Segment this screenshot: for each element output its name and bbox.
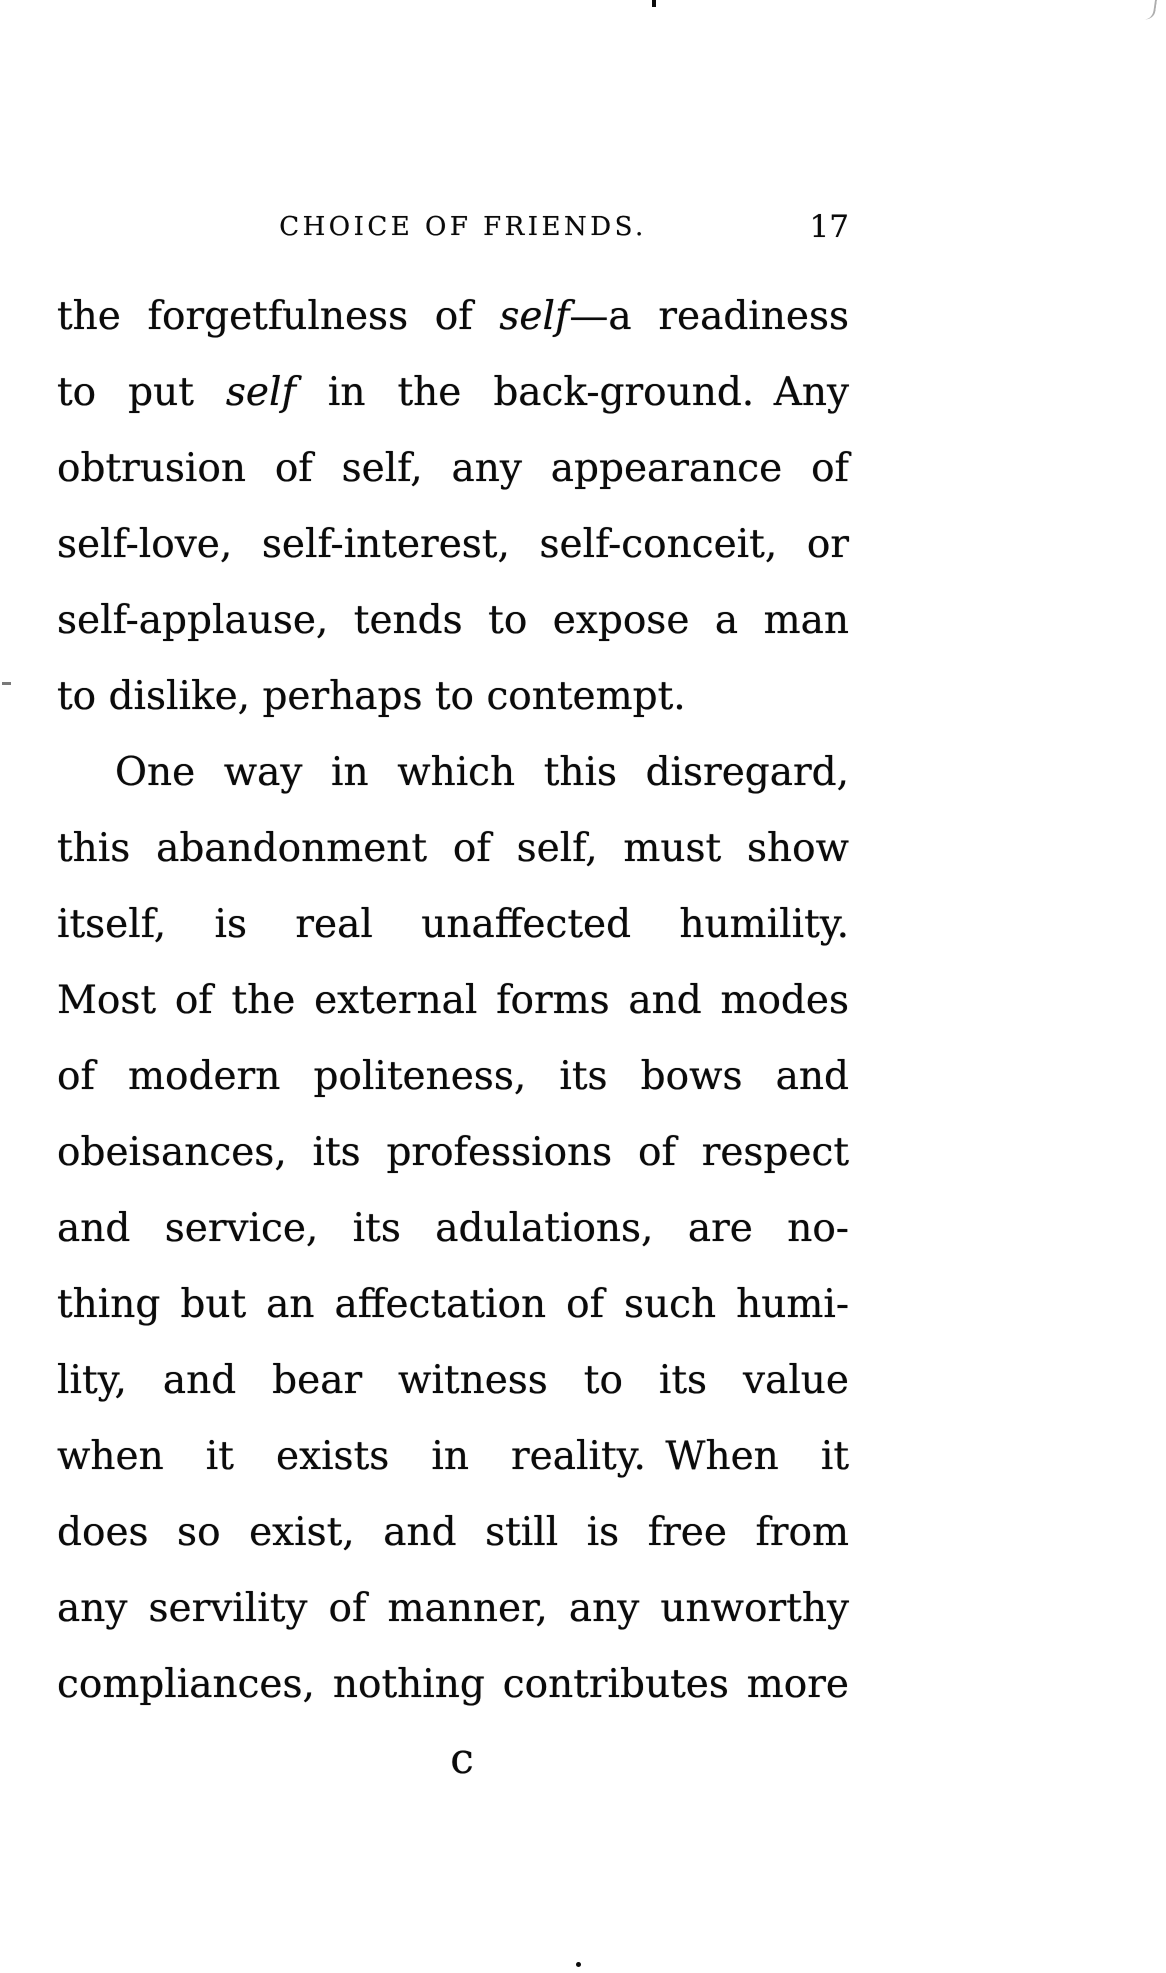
text-line: [57, 279, 849, 355]
text-line: [57, 963, 849, 1039]
text-segment: compliances, nothing contributes more: [57, 1662, 849, 1707]
text-line: [57, 1039, 849, 1115]
scan-speck: [2, 682, 11, 685]
text-segment: Most of the external forms and modes: [57, 978, 849, 1023]
text-segment: any servility of manner, any unworthy: [57, 1586, 849, 1631]
text-segment: thing but an affectation of such humi-: [57, 1282, 849, 1327]
text-segment: obtrusion of self, any appearance of: [57, 446, 849, 491]
scan-speck: [652, 0, 656, 7]
text-line: [57, 431, 849, 507]
text-line: [57, 659, 849, 735]
text-segment: to dislike, perhaps to contempt.: [57, 674, 686, 719]
scan-speck: [576, 1962, 581, 1967]
text-line: [57, 1115, 849, 1191]
page-number: 17: [809, 209, 849, 245]
text-segment: does so exist, and still is free from: [57, 1510, 849, 1555]
text-line: [57, 1267, 849, 1343]
text-segment: self-love, self-interest, self-conceit, or: [57, 522, 849, 567]
text-segment: and service, its adulations, are no-: [57, 1206, 849, 1251]
text-line: [57, 1191, 849, 1267]
text-line: [57, 1571, 849, 1647]
text-line: [57, 1647, 849, 1723]
body-text: [57, 279, 849, 1723]
text-line: [57, 811, 849, 887]
text-segment: to put: [57, 370, 226, 415]
italic-text-segment: self: [225, 370, 296, 415]
text-segment: when it exists in reality. When it: [57, 1434, 849, 1479]
running-title: CHOICE OF FRIENDS.: [279, 212, 647, 242]
text-segment: One way in which this disregard,: [115, 750, 849, 795]
text-line: [57, 887, 849, 963]
text-line: [57, 1495, 849, 1571]
text-line: [57, 1343, 849, 1419]
running-header: [57, 203, 849, 251]
text-segment: this abandonment of self, must show: [57, 826, 849, 871]
text-segment: self-applause, tends to expose a man: [57, 598, 849, 643]
text-line: [57, 355, 849, 431]
text-segment: —a readiness: [569, 294, 849, 339]
text-segment: obeisances, its professions of respect: [57, 1130, 849, 1175]
signature-mark: c: [450, 1734, 474, 1783]
text-segment: itself, is real unaffected humility.: [57, 902, 849, 947]
text-line: [57, 583, 849, 659]
italic-text-segment: self: [499, 294, 570, 339]
text-segment: lity, and bear witness to its value: [57, 1358, 849, 1403]
text-segment: of modern politeness, its bows and: [57, 1054, 849, 1099]
text-segment: in the back-ground. Any: [295, 370, 850, 415]
text-segment: the forgetfulness of: [57, 294, 500, 339]
text-line: [57, 1419, 849, 1495]
scan-speck: [1144, 0, 1158, 21]
text-line: [57, 507, 849, 583]
text-line: [57, 735, 849, 811]
